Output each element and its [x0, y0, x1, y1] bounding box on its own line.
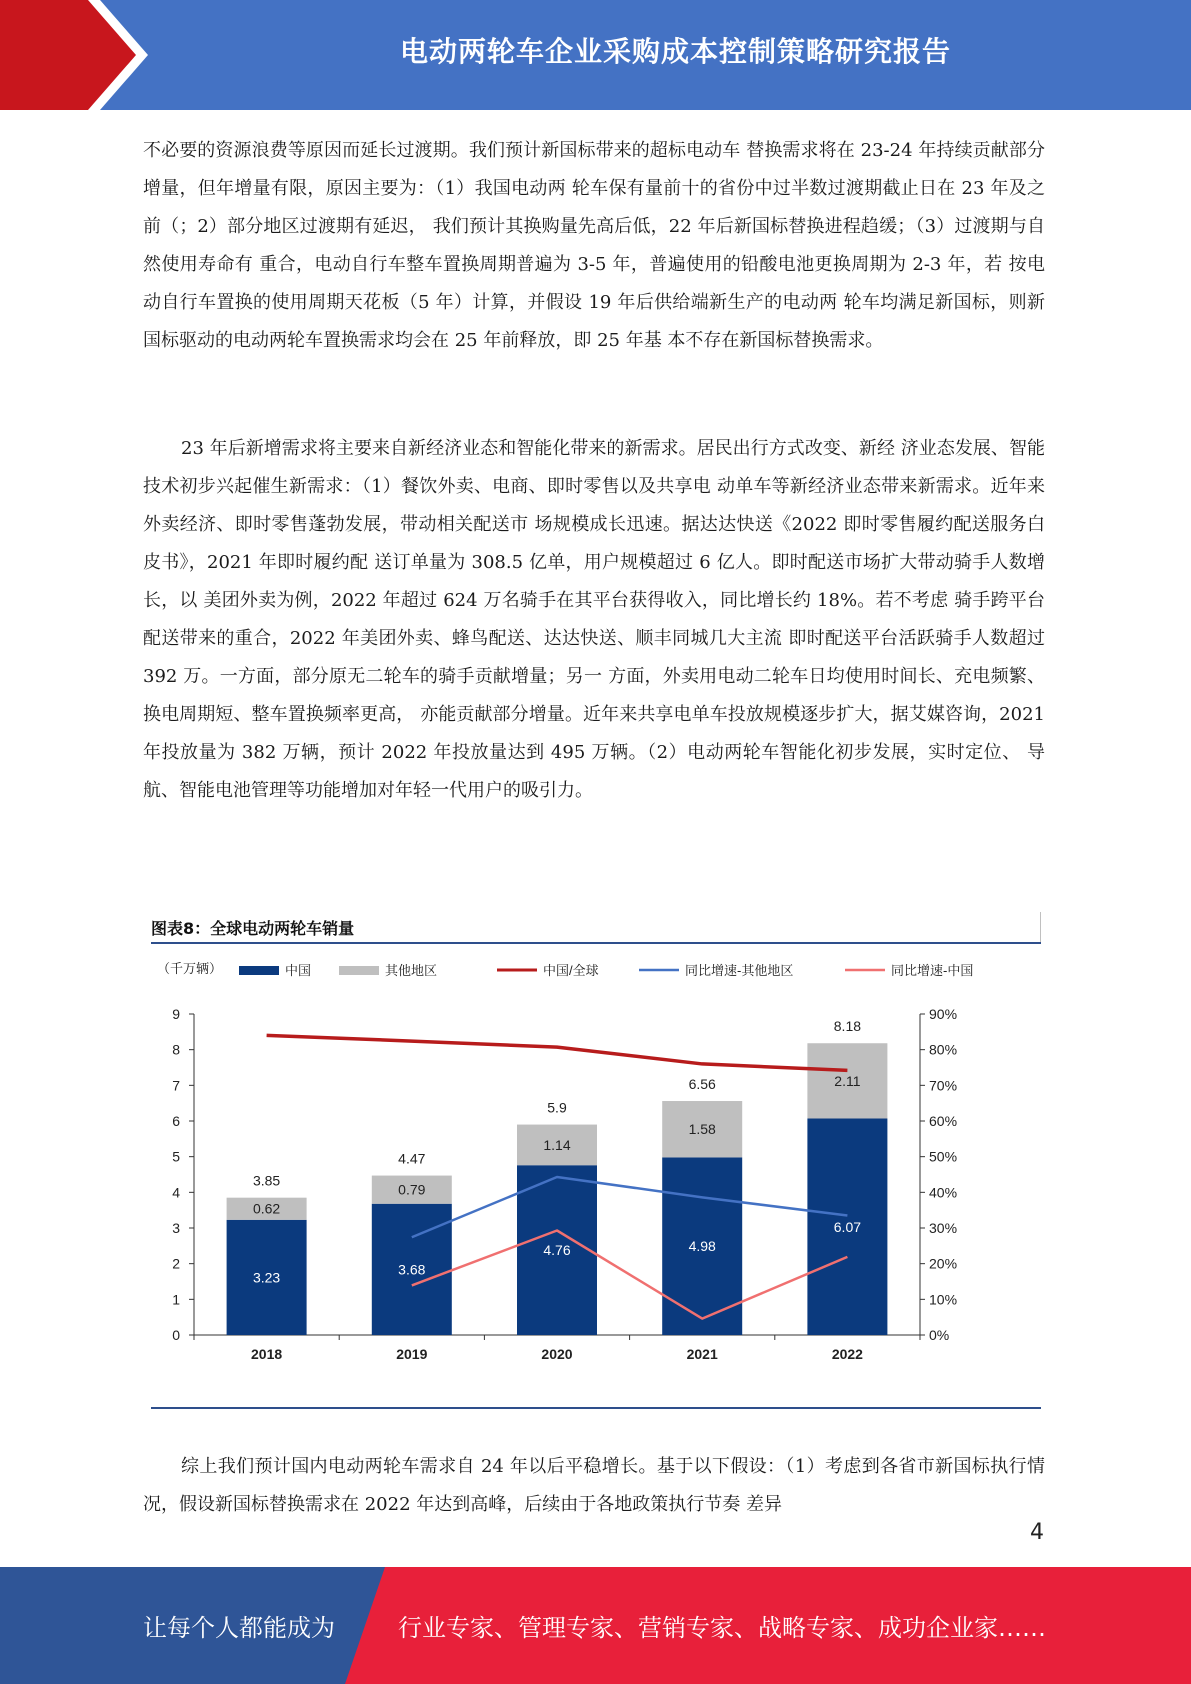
bar-china-label: 3.23 — [252, 1269, 281, 1286]
y2-tick-label: 40% — [929, 1184, 958, 1201]
legend-swatch — [239, 966, 279, 975]
y2-tick-label: 90% — [929, 1006, 958, 1022]
footer-slogan-left: 让每个人都能成为 — [143, 1614, 335, 1642]
page-number: 4 — [1030, 1520, 1044, 1545]
bar-total-label: 4.47 — [398, 1150, 426, 1167]
bar-other-label: 0.62 — [252, 1200, 281, 1217]
chart-corner-rule — [1040, 912, 1041, 942]
legend-label: 中国/全球 — [543, 963, 599, 978]
bar-total-label: 8.18 — [833, 1018, 862, 1035]
page-header — [0, 0, 1191, 110]
y2-tick-label: 10% — [929, 1291, 958, 1308]
y-tick-label: 0 — [172, 1327, 180, 1343]
bar-total-label: 6.56 — [688, 1076, 716, 1093]
line-growth-china — [412, 1230, 848, 1318]
y-tick-label: 5 — [172, 1148, 180, 1165]
y2-tick-label: 20% — [929, 1255, 958, 1272]
body-paragraph-3: 综上我们预计国内电动两轮车需求自 24 年以后平稳增长。基于以下假设：（1）考虑到各省市新国标执行情况，假设新国标替换需求在 2022 年达到高峰，后续由于各地政策执行节奏 差异 — [143, 1456, 1045, 1515]
x-tick-label: 2019 — [396, 1346, 428, 1362]
y2-tick-label: 80% — [929, 1041, 958, 1058]
y2-tick-label: 0% — [929, 1327, 950, 1343]
legend-label: 中国 — [285, 963, 312, 978]
legend-swatch — [339, 966, 379, 975]
header-arrow-graphic — [0, 0, 160, 110]
y-tick-label: 7 — [172, 1077, 180, 1094]
bar-other-label: 1.58 — [688, 1121, 716, 1138]
bar-other-label: 2.11 — [834, 1072, 861, 1089]
report-title: 电动两轮车企业采购成本控制策略研究报告 — [399, 35, 951, 68]
y-tick-label: 1 — [172, 1291, 180, 1308]
y-tick-label: 6 — [172, 1113, 180, 1129]
bar-total-label: 3.85 — [252, 1172, 281, 1189]
bar-other-label: 0.79 — [398, 1181, 426, 1198]
bar-china-label: 6.07 — [833, 1218, 862, 1235]
x-tick-label: 2022 — [831, 1346, 863, 1362]
y2-tick-label: 70% — [929, 1077, 958, 1094]
chart-bottom-rule — [151, 1407, 1041, 1409]
body-paragraph-1: 不必要的资源浪费等原因而延长过渡期。我们预计新国标带来的超标电动车 替换需求将在 23-24 年持续贡献部分增量，但年增量有限，原因主要为：（1）我国电动两 轮车保有量前十的省份中过半数过渡期截止日在 23 年及之前（；2）部分地区过渡期有延迟， 我们预计其换购量先高后低，22 年后新国标替换进程趋缓；（3）过渡期与自然使用寿命有 重合，电动自行车整车置换周期普遍为 3-5 年，普遍使用的铅酸电池更换周期为 2-3 年，若 按电动自行车置换的使用周期天花板（5 年）计算，并假设 19 年后供给端新生产的电动两 轮车均满足新国标，则新国标驱动的电动两轮车置换需求均会在 25 年前释放，即 25 年基 本不存在新国标替换需求。 — [143, 140, 1045, 351]
x-tick-label: 2021 — [686, 1346, 718, 1362]
y-tick-label: 9 — [172, 1006, 180, 1022]
y-tick-label: 2 — [172, 1255, 180, 1272]
y-tick-label: 3 — [172, 1220, 180, 1236]
page-footer — [0, 1567, 1191, 1684]
legend-label: 同比增速-中国 — [891, 963, 974, 978]
bar-china-label: 4.76 — [543, 1242, 571, 1259]
y-unit-label: （千万辆） — [157, 961, 223, 976]
body-paragraph-2: 23 年后新增需求将主要来自新经济业态和智能化带来的新需求。居民出行方式改变、新经 济业态发展、智能技术初步兴起催生新需求：（1）餐饮外卖、电商、即时零售以及共享电 动单车等新经济业态带来新需求。近年来外卖经济、即时零售蓬勃发展，带动相关配送市 场规模成长迅速。据达达快送《2022 即时零售履约配送服务白皮书》，2021 年即时履约配 送订单量为 308.5 亿单，用户规模超过 6 亿人。即时配送市场扩大带动骑手人数增长，以 美团外卖为例，2022 年超过 624 万名骑手在其平台获得收入，同比增长约 18%。若不考虑 骑手跨平台配送带来的重合，2022 年美团外卖、蜂鸟配送、达达快送、顺丰同城几大主流 即时配送平台活跃骑手人数超过 392 万。一方面，部分原无二轮车的骑手贡献增量；另一 方面，外卖用电动二轮车日均使用时间长、充电频繁、换电周期短、整车置换频率更高， 亦能贡献部分增量。近年来共享电单车投放规模逐步扩大，据艾媒咨询，2021 年投放量为 382 万辆，预计 2022 年投放量达到 495 万辆。（2）电动两轮车智能化初步发展，实时定位、 导航、智能电池管理等功能增加对年轻一代用户的吸引力。 — [143, 438, 1045, 801]
x-tick-label: 2020 — [541, 1346, 573, 1362]
y2-tick-label: 30% — [929, 1220, 958, 1236]
sales-chart — [151, 912, 1041, 1410]
line-growth-other — [412, 1177, 848, 1237]
y-tick-label: 8 — [172, 1041, 180, 1058]
legend-label: 同比增速-其他地区 — [685, 963, 794, 978]
chart-plot — [151, 944, 1041, 1406]
footer-slogan-right: 行业专家、管理专家、营销专家、战略专家、成功企业家…… — [398, 1614, 1046, 1642]
y2-tick-label: 60% — [929, 1113, 958, 1129]
y2-tick-label: 50% — [929, 1148, 958, 1165]
legend-label: 其他地区 — [385, 963, 438, 978]
y-tick-label: 4 — [172, 1184, 180, 1201]
bar-china-label: 3.68 — [398, 1261, 426, 1278]
bar-china-label: 4.98 — [688, 1238, 716, 1255]
bar-other-label: 1.14 — [543, 1136, 571, 1153]
chart-title: 图表8：全球电动两轮车销量 — [151, 919, 355, 938]
x-tick-label: 2018 — [251, 1346, 283, 1362]
bar-total-label: 5.9 — [547, 1099, 567, 1116]
line-china-share — [267, 1035, 848, 1070]
